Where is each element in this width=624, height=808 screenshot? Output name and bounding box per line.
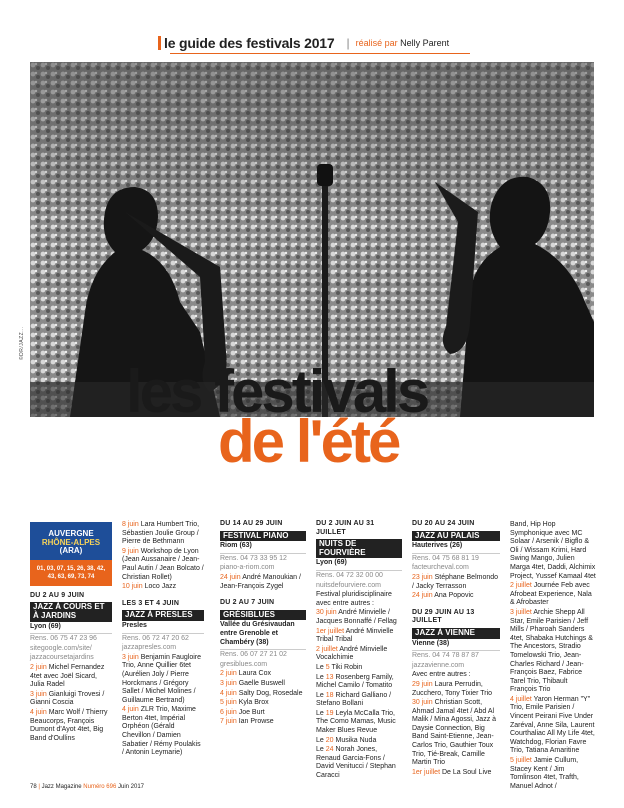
program-entry: 24 juin Ana Popovic: [412, 592, 474, 600]
region-codes: 01, 03, 07, 15, 26, 38, 42, 43, 63, 69, 73, 74: [30, 560, 112, 586]
page-header: [158, 34, 449, 52]
program-entry: 3 juin Gaelle Buswell: [220, 679, 285, 687]
issue-date: Juin 2017: [118, 784, 145, 790]
festival-name: JAZZ AU PALAIS: [412, 531, 500, 542]
festival-site: sitegoogle.com/site/: [30, 644, 92, 652]
festival-site-2: jazzacoursetajardins: [30, 654, 94, 662]
festival-site: jazzavienne.com: [412, 661, 465, 669]
program-entry: Le 18 Richard Galliano / Stefano Bollani: [316, 691, 392, 708]
program-entry: 24 juin André Manoukian / Jean-François Zygel: [220, 573, 301, 590]
program-entry: 4 juin Marc Wolf / Thierry Beaucorps, François Dumont d'Ayot 4tet, Big Band d'Oullins: [30, 708, 108, 742]
program-entry: 2 juin Laura Cox: [220, 670, 271, 678]
region-line-3: (ARA): [59, 546, 83, 556]
festival-location: Presles: [122, 621, 147, 629]
program-entry: 3 juillet Archie Shepp All Star, Emile Parisien / Jeff Mills / Pharoah Sanders 4tet, Shabaka Hutchings & The Ancestors, Stradio Tomelowski Trio, Jean-Charles Richard / Jean-François Baez, Fabrice Tarel Trio, Thibault François Trio: [510, 608, 593, 694]
program-entry: Le 20 Musika Nuda: [316, 736, 377, 744]
festival-dates: DU 29 JUIN AU 13 JUILLET: [412, 608, 475, 625]
program-entry: 1er juillet De La Soul Live: [412, 768, 492, 776]
region-line-1: AUVERGNE: [48, 529, 94, 538]
festival-phone: Rens. 06 07 27 21 02: [220, 649, 306, 660]
program-entry: 4 juillet Yaron Herman "Y" Trio, Emile Parisien / Vincent Peirani Five Under Zaréval, Anne Sila, Laurent Courthaliac All My Life 4tet, Watchdog, Florian Favre Trio, Tatiana Amaritine: [510, 695, 595, 755]
program-entry: 10 juin Loco Jazz: [122, 583, 177, 591]
program-entry: 5 juin Kyla Brox: [220, 699, 269, 707]
column-6: [510, 520, 596, 791]
program-entry: 2 juillet André Minvielle Vocalchimie: [316, 645, 388, 662]
program-entry: 4 juin Salty Dog, Rosedale: [220, 689, 303, 697]
program-entry: 2 juin Michel Fernandez 4tet avec Joël Sicard, Julia Radel: [30, 663, 105, 689]
magazine-name: Jazz Magazine: [41, 784, 82, 790]
festival-location: Riom (63): [220, 542, 252, 550]
program-entry: 30 juin André Minvielle / Jacques Bonnaffé / Fellag: [316, 609, 397, 625]
credit-prefix: réalisé par: [355, 38, 398, 48]
continued-program: [122, 521, 204, 592]
program-entry: 23 juin Stéphane Belmondo / Jacky Terrasson: [412, 573, 499, 590]
program-intro: Festival pluridisciplinaire avec entre autres :: [316, 591, 392, 607]
festival-name: FESTIVAL PIANO: [220, 531, 306, 542]
program-entry: 1er juillet André Minvielle Tribal Tribal: [316, 627, 394, 644]
header-accent-bar: [158, 36, 161, 50]
program-entry: 29 juin Laura Perrudin, Zucchero, Tony Tixier Trio: [412, 680, 493, 697]
festival-phone: Rens. 04 74 78 87 87: [412, 650, 500, 661]
header-credit: [356, 38, 450, 48]
program-entry: Le 19 Leyla McCalla Trio, The Como Mamas, Music Maker Blues Revue: [316, 709, 396, 735]
program-entry: Le 24 Norah Jones, Renaud Garcia-Fons / David Venitucci / Stephan Caracci: [316, 746, 396, 780]
program-entry: 2 juillet Journée Feb avec Afrobeat Experience, Nala & Afrobaster: [510, 582, 592, 607]
program-entry: Le 13 Rosenberg Family, Michel Camilo / Tomatito: [316, 673, 394, 690]
program-entry: 3 juin Benjamin Faugloire Trio, Anne Quillier 6tet (Aurélien Joly / Pierre Horckmans / Grégory Sallet / Michel Molines / Guillaume Bertrand): [122, 653, 201, 704]
program-entry: 7 juin Ian Prowse: [220, 718, 274, 726]
region-line-2: RHÔNE-ALPES: [41, 537, 101, 547]
page-number: 78: [30, 784, 37, 790]
festival-location: Lyon (69): [316, 559, 347, 567]
festival-phone: Rens. 06 75 47 23 96: [30, 633, 112, 644]
program-continued: Band, Hip Hop Symphonique avec MC Solaar / Arsenik / Bigflo & Oli / Wissam Krimi, Hard Swing Mango, Julien Marga 4tet, Daddi, Alchimix Project, Yussef Kamaal 4tet: [510, 521, 596, 580]
program-entry: 5 juillet Jamie Cullum, Stacey Kent / Jim Tomlinson 4tet, Trafth, Manuel Adnot /: [510, 757, 579, 790]
festival-location: Hauterives (26): [412, 542, 463, 550]
festival-name: JAZZ À VIENNE: [412, 628, 500, 639]
column-1: [30, 522, 112, 743]
footer-separator: |: [38, 784, 40, 790]
festival-dates: DU 2 JUIN AU 31 JUILLET: [316, 520, 375, 536]
header-separator: |: [346, 36, 350, 50]
festival-phone: Rens. 06 72 47 20 62: [122, 633, 204, 644]
festival-site: piano-a-riom.com: [220, 564, 275, 572]
headline-line-2: de l'été: [218, 408, 399, 475]
festival-dates: LES 3 ET 4 JUIN: [122, 599, 180, 607]
festival-location: Vallée du Grésivaudan entre Grenoble et Chambéry (38): [220, 621, 295, 646]
festival-dates: DU 20 AU 24 JUIN: [412, 520, 475, 527]
festival-phone: Rens. 04 72 32 00 00: [316, 570, 402, 581]
festival-site: jazzapresles.com: [122, 644, 177, 652]
program-intro: Avec entre autres :: [412, 671, 471, 679]
program-entry: 30 juin Christian Scott, Ahmad Jamal 4tet / Abd Al Malik / Mina Agossi, Jazz à Daysie Connection, Big Band Saint-Etienne, Jean-Carlos Trio, Gauthier Toux Trio, Tié-Break, Camille Martin Trio: [412, 699, 497, 767]
festival-name: JAZZ À COURS ET À JARDINS: [30, 602, 112, 621]
festival-dates: DU 2 AU 7 JUIN: [220, 599, 275, 607]
festival-block: [412, 520, 500, 601]
section-title: le guide des festivals 2017: [164, 35, 335, 51]
festival-name: NUITS DE FOURVIÈRE: [316, 539, 402, 558]
festival-name: JAZZ À PRESLES: [122, 610, 204, 621]
festival-block: [220, 520, 306, 591]
festival-phone: Rens. 04 73 33 95 12: [220, 553, 306, 564]
festival-location: Lyon (69): [30, 622, 61, 630]
festival-phone: Rens. 04 75 68 81 19: [412, 553, 500, 564]
header-rule: [170, 53, 470, 54]
program-entry: 9 juin Workshop de Lyon (Jean Aussanaire / Jean-Paul Autin / Jean Bolcato / Christian Rollet): [122, 547, 204, 581]
credit-name: Nelly Parent: [400, 38, 450, 48]
festival-site: facteurcheval.com: [412, 564, 469, 572]
photo-credit: ©DR/JAZZ...: [19, 326, 25, 360]
column-4: [316, 520, 402, 781]
column-3: [220, 520, 306, 727]
headline-line-1: les festivals: [126, 358, 428, 425]
festival-location: Vienne (38): [412, 639, 450, 647]
program-entry: 8 juin Lara Humbert Trio, Sébastien Joulie Group / Pierre de Bethmann: [122, 521, 200, 546]
program-entry: 4 juin ZLR Trio, Maxime Berton 4tet, Impérial Orphéon (Gérald Chevillon / Damien Sabatier / Rémy Poulakis / Antonin Leymarie): [122, 706, 201, 757]
program-entry: 3 juin Gianluigi Trovesi / Gianni Coscia: [30, 690, 105, 707]
column-2: [122, 520, 204, 758]
column-5: [412, 520, 500, 777]
issue-number: Numéro 696: [83, 784, 117, 790]
program-entry: Le 5 Tiki Robin: [316, 663, 363, 671]
festival-name: GRÉSIBLUES: [220, 610, 306, 621]
festival-site: nuitsdefourviere.com: [316, 581, 381, 589]
festival-site: gresiblues.com: [220, 660, 268, 668]
region-box: [30, 522, 112, 560]
page-footer: [30, 784, 144, 790]
program-entry: 6 juin Joe Burt: [220, 708, 265, 716]
festival-dates: DU 2 AU 9 JUIN: [30, 591, 85, 599]
festival-dates: DU 14 AU 29 JUIN: [220, 520, 283, 527]
